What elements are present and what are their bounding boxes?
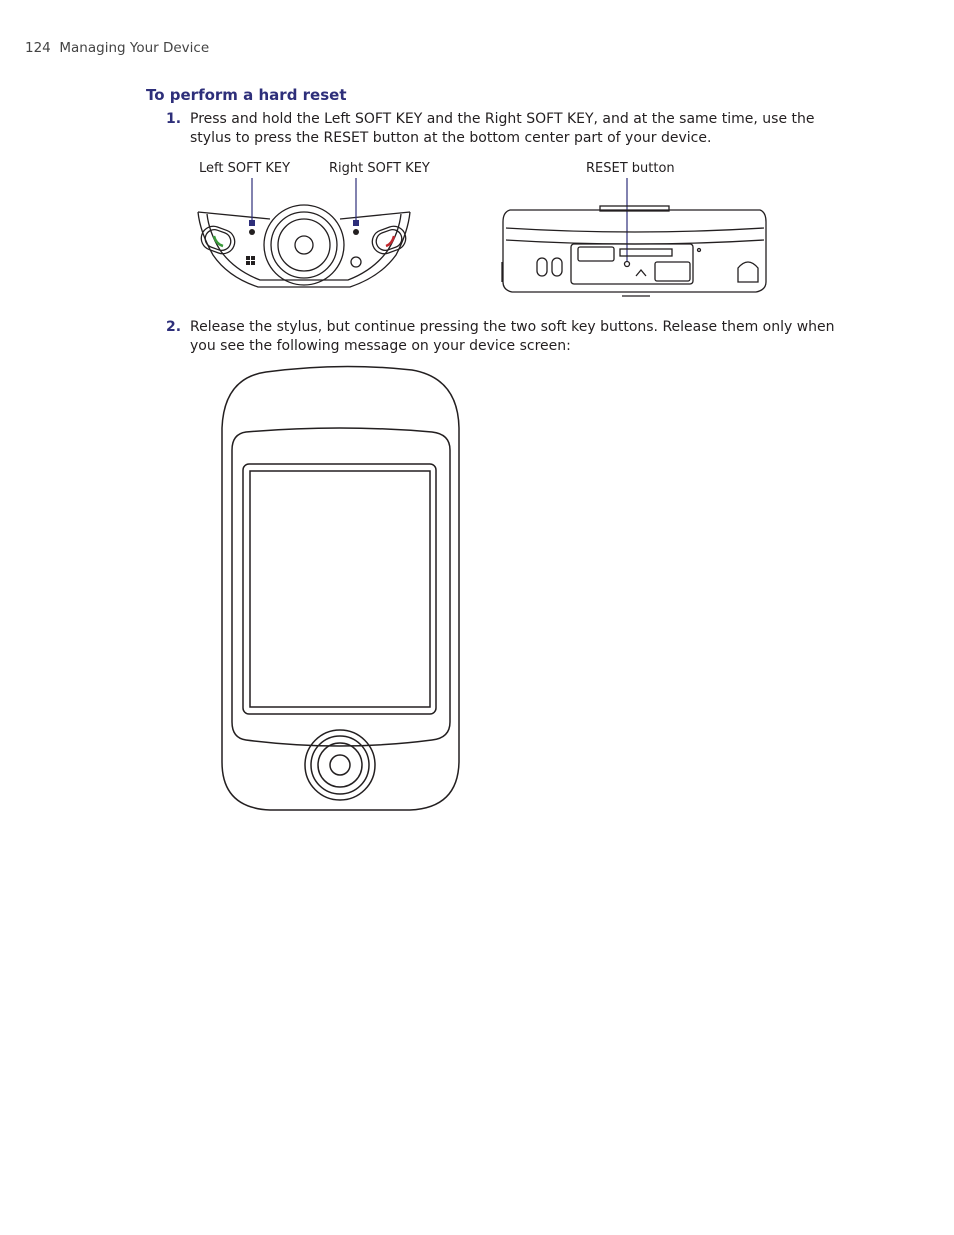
device-front-illustration	[222, 366, 459, 810]
step-number: 1.	[166, 111, 182, 127]
device-bottom-illustration	[502, 206, 766, 296]
callout-left-soft-key: Left SOFT KEY	[199, 161, 291, 176]
right-soft-key-dot	[353, 229, 359, 235]
step-text: Press and hold the Left SOFT KEY and the Right SOFT KEY, and at the same time, use the stylus to press the RESET button at the bottom center part of your device.	[190, 111, 815, 146]
device-screen	[250, 471, 430, 707]
step-number: 2.	[166, 319, 182, 335]
callout-reset-button: RESET button	[586, 161, 675, 176]
callout-right-soft-key: Right SOFT KEY	[329, 161, 430, 176]
windows-start-icon	[246, 256, 255, 265]
keypad-illustration	[198, 205, 410, 287]
end-call-icon	[386, 236, 394, 246]
section-name: Managing Your Device	[59, 40, 210, 56]
call-icon	[214, 236, 223, 246]
page-number: 124	[25, 40, 51, 56]
section-title: To perform a hard reset	[146, 86, 347, 104]
step-text: Release the stylus, but continue pressing the two soft key buttons. Release them only when you see the following message on your device screen:	[190, 319, 835, 354]
left-soft-key-dot	[249, 229, 255, 235]
